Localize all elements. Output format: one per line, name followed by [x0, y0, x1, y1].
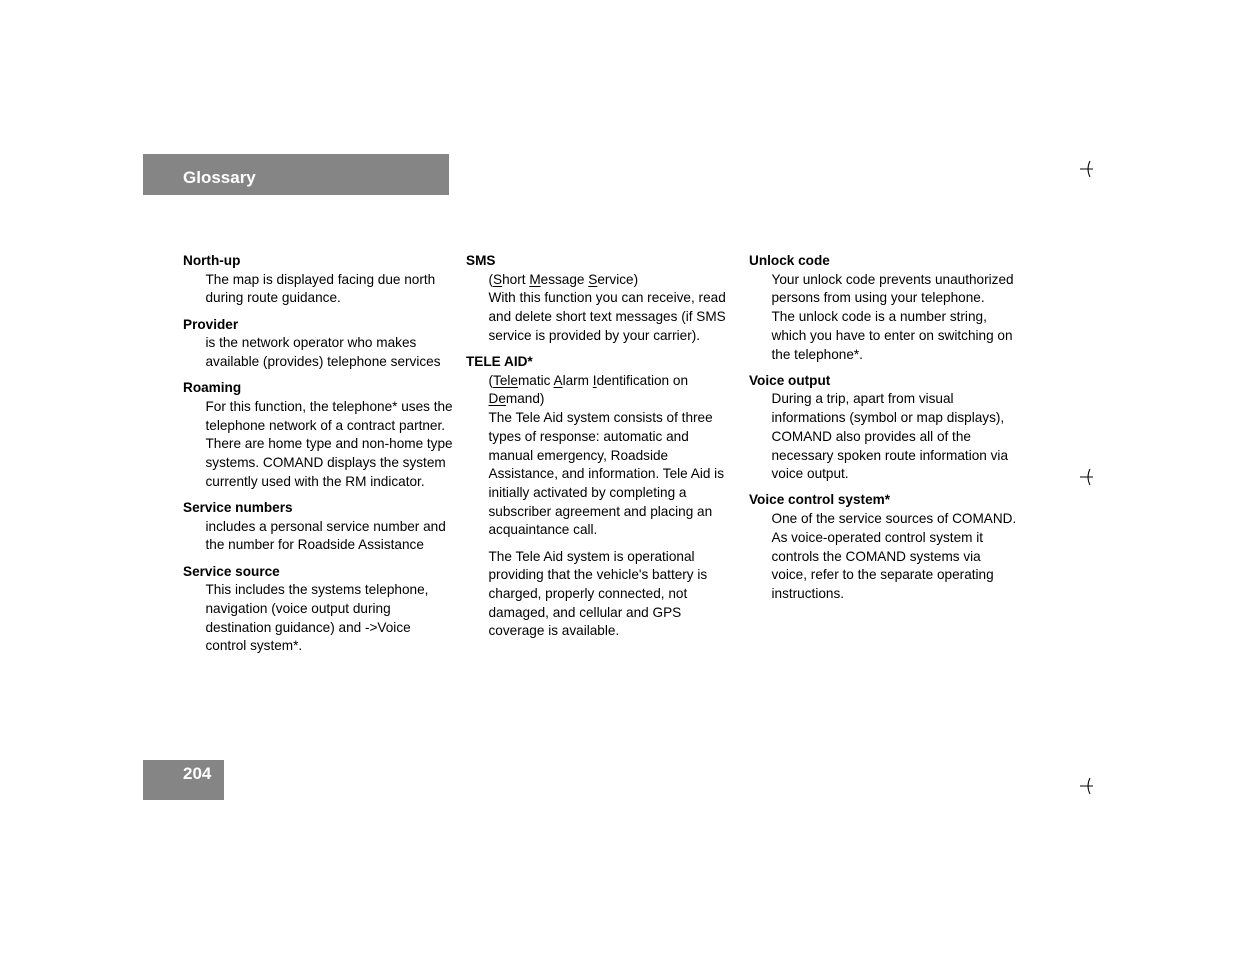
glossary-definition: [466, 271, 736, 346]
section-title: Glossary: [183, 168, 256, 187]
glossary-definition: is the network operator who makes available (provides) telephone services: [205, 335, 441, 370]
definition-text: During a trip, apart from visual informations (symbol or map displays), COMAND also provides all of the necessary spoken route information via voice output.: [771, 391, 1009, 482]
glossary-term: Roaming: [183, 380, 242, 396]
glossary-term: North-up: [183, 253, 241, 268]
page-number: 204: [183, 764, 212, 783]
glossary-definition: The map is displayed facing due north during route guidance.: [205, 271, 436, 306]
glossary-column-2: [466, 252, 736, 649]
glossary-entry: [183, 563, 453, 657]
definition-text: With this function you can receive, read and delete short text messages (if SMS service is provided by your carrier).: [488, 290, 726, 343]
definition-text: The Tele Aid system is operational providing that the vehicle's battery is charged, properly connected, not damaged, and cellular and GPS coverage is available.: [488, 548, 708, 639]
glossary-term: Voice output: [749, 372, 831, 388]
definition-text: As voice-operated control system it controls the COMAND systems via voice, refer to the separate operating instructions.: [771, 529, 994, 601]
glossary-definition: For this function, the telephone* uses the telephone network of a contract partner. There are home type and non-home type systems. COMAND displays the system currently used with the RM indicator.: [205, 398, 453, 489]
definition-text: The Tele Aid system consists of three types of response: automatic and manual emergency, Roadside Assistance, and information. Tele Aid is initially activated by completing a subscriber agreement and placing an acquaintance call.: [488, 410, 724, 538]
glossary-term: Unlock code: [749, 253, 830, 268]
glossary-term: Provider: [183, 316, 239, 332]
glossary-term: Service source: [183, 563, 280, 579]
glossary-entry: [749, 491, 1019, 603]
glossary-term: Voice control system*: [749, 492, 891, 508]
crop-mark-icon: [1080, 777, 1094, 795]
glossary-definition: [749, 390, 1019, 484]
glossary-term: SMS: [466, 253, 496, 268]
glossary-entry: [749, 252, 1019, 364]
abbreviation-expansion: (Telematic Alarm Identification on Demand): [488, 372, 689, 407]
glossary-term: Service numbers: [183, 499, 293, 515]
definition-text: One of the service sources of COMAND.: [771, 511, 1017, 527]
glossary-entry: [183, 316, 453, 372]
glossary-column-1: [183, 252, 453, 664]
glossary-column-3: [749, 252, 1019, 611]
glossary-definition: includes a personal service number and the number for Roadside Assistance: [205, 518, 446, 553]
crop-mark-icon: [1080, 468, 1094, 486]
abbreviation-expansion: (Short Message Service): [488, 271, 639, 287]
definition-text: Your unlock code prevents unauthorized persons from using your telephone.: [771, 271, 1014, 306]
glossary-entry: [183, 379, 453, 491]
glossary-entry: [183, 252, 453, 308]
glossary-entry-sms: [466, 252, 736, 346]
glossary-entry: [749, 372, 1019, 484]
page-number-box: [143, 760, 224, 800]
section-header-bar: [143, 154, 449, 195]
glossary-definition: [749, 271, 1019, 365]
definition-text: The unlock code is a number string, which you have to enter on switching on the telephone*.: [771, 309, 1013, 362]
glossary-definition: [466, 372, 736, 641]
glossary-entry: [183, 499, 453, 555]
crop-mark-icon: [1080, 160, 1094, 178]
glossary-entry-tele-aid: [466, 353, 736, 641]
glossary-term: TELE AID*: [466, 354, 533, 370]
glossary-definition: This includes the systems telephone, navigation (voice output during destination guidance) and ->Voice control system*.: [205, 582, 429, 654]
glossary-definition: [749, 510, 1019, 604]
